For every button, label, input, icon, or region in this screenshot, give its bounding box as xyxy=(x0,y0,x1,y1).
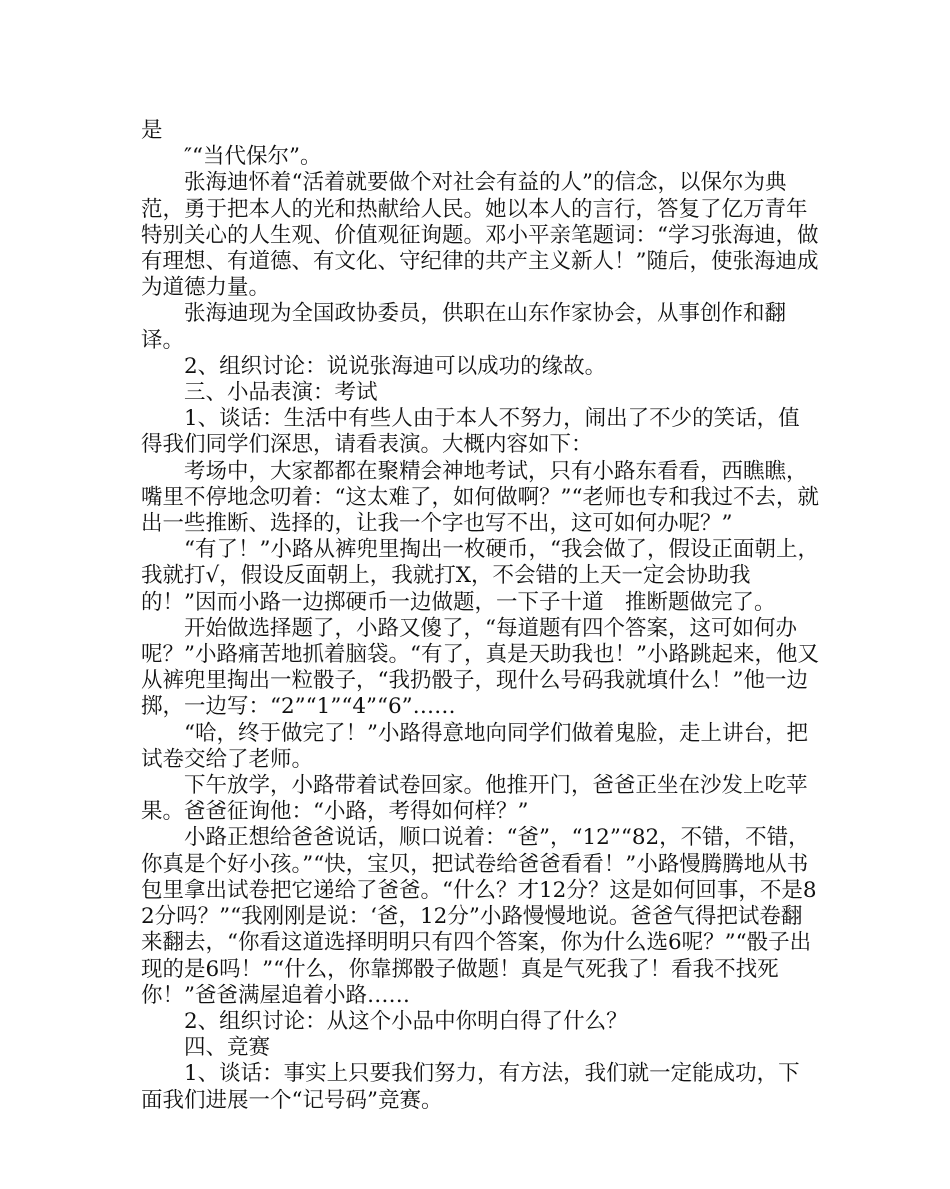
paragraph-11: “哈，终于做完了！”小路得意地向同学们做着鬼脸，走上讲台，把试卷交给了老师。 xyxy=(141,720,808,772)
paragraph-9: “有了！”小路从裤兜里掏出一枚硬币，“我会做了，假设正面朝上，我就打√，假设反面朝上，我就打X，不会错的上天一定会协助我的！”因而小路一边掷硬币一边做题，一下子十道 推断题做完了。 xyxy=(141,537,819,615)
paragraph-14: 2、组织讨论：从这个小品中你明白得了什么？ xyxy=(184,1008,628,1034)
paragraph-12: 下午放学，小路带着试卷回家。他推开门，爸爸正坐在沙发上吃苹果。爸爸征询他：“小路，考得如何样？” xyxy=(141,773,808,825)
paragraph-3: 张海迪怀着“活着就要做个对社会有益的人”的信念，以保尔为典范，勇于把本人的光和热献给人民。她以本人的言行，答复了亿万青年特别关心的人生观、价值观征询题。邓小平亲笔题词：“学习张海迪，做有理想、有道德、有文化、守纪律的共产主义新人！”随后，使张海迪成为道德力量。 xyxy=(141,170,819,301)
paragraph-16: 1、谈话：事实上只要我们努力，有方法，我们就一定能成功，下面我们进展一个“记号码”竞赛。 xyxy=(141,1061,800,1113)
paragraph-13: 小路正想给爸爸说话，顺口说着：“爸”，“12”“82，不错，不错，你真是个好小孩。”“快，宝贝，把试卷给爸爸看看！”小路慢腾腾地从书包里拿出试卷把它递给了爸爸。“什么？才12分？这是如何回事，不是82分吗？”“我刚刚是说：‘爸，12分”小路慢慢地说。爸爸气得把试卷翻来翻去，“你看这道选择明明只有四个答案，你为什么选6呢？”“骰子出现的是6吗！”“什么，你靠掷骰子做题！真是气死我了！看我不找死你！”爸爸满屋追着小路…… xyxy=(141,825,817,1008)
document-body xyxy=(141,118,821,1114)
paragraph-7: 1、谈话：生活中有些人由于本人不努力，闹出了不少的笑话，值得我们同学们深思，请看表演。大概内容如下： xyxy=(141,406,800,458)
paragraph-2: ″“当代保尔”。 xyxy=(184,144,322,170)
paragraph-1: 是 xyxy=(141,118,163,143)
section-heading-3: 三、小品表演：考试 xyxy=(184,380,378,406)
paragraph-4: 张海迪现为全国政协委员，供职在山东作家协会，从事创作和翻译。 xyxy=(141,301,787,353)
section-heading-4: 四、竞赛 xyxy=(184,1035,271,1061)
paragraph-5: 2、组织讨论：说说张海迪可以成功的缘故。 xyxy=(184,353,607,379)
paragraph-10: 开始做选择题了，小路又傻了，“每道题有四个答案，这可如何办呢？”小路痛苦地抓着脑袋。“有了，真是天助我也！”小路跳起来，他又从裤兜里掏出一粒骰子，“我扔骰子，现什么号码我就填什么！”他一边掷，一边写：“2”“1”“4”“6”…… xyxy=(141,615,819,720)
paragraph-8: 考场中，大家都都在聚精会神地考试，只有小路东看看，西瞧瞧，嘴里不停地念叨着：“这太难了，如何做啊？”“老师也专和我过不去，就出一些推断、选择的，让我一个字也写不出，这可如何办呢？” xyxy=(141,458,819,537)
